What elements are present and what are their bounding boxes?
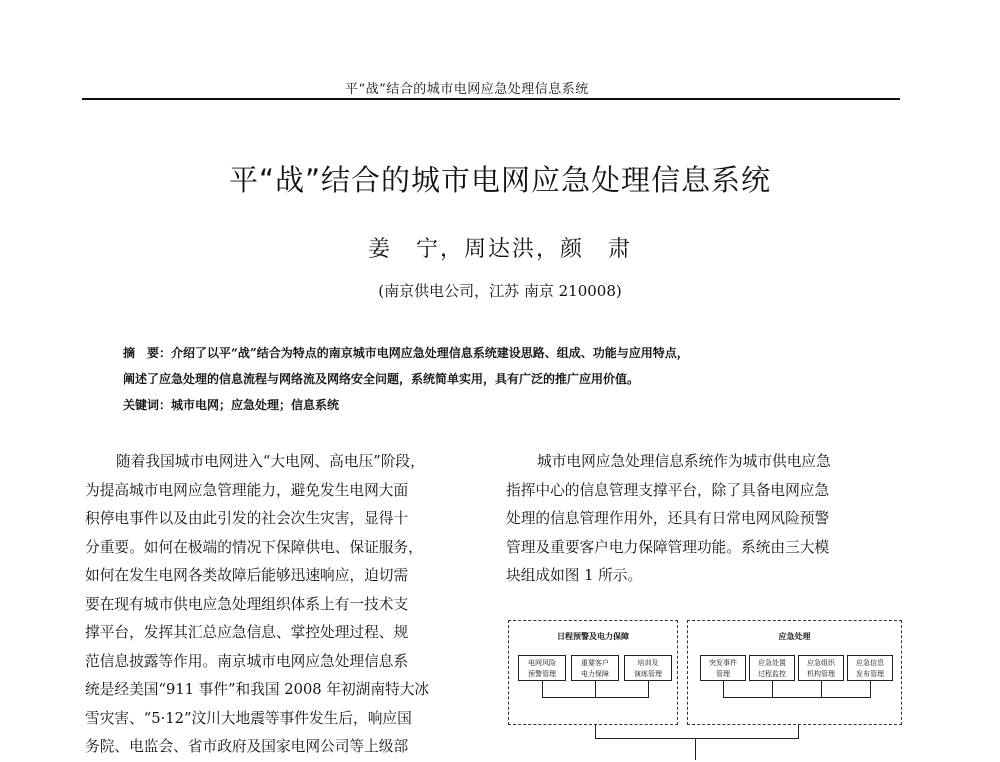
text-line: 处理的信息管理作用外，还具有日常电网风险预警: [506, 510, 830, 527]
connector-line: [772, 681, 773, 697]
text-line: 雪灾害、“5·12”汶川大地震等事件发生后，响应国: [85, 709, 412, 727]
group-daily-warning: [508, 620, 678, 725]
module-box: 突发事件 管理: [700, 655, 746, 681]
right-column: [506, 448, 906, 591]
connector-line: [542, 681, 543, 697]
connector-line: [595, 738, 799, 739]
abstract-line: 阐述了应急处理的信息流程与网络流及网络安全问题，系统简单实用，具有广泛的推广应用价值。: [123, 372, 640, 386]
connector-line: [595, 681, 596, 697]
group-title: 日程预警及电力保障: [557, 632, 629, 641]
group-emergency-handling: [687, 620, 902, 725]
text-line: 撑平台，发挥其汇总应急信息、掌控处理过程、规: [85, 624, 409, 641]
authors: 姜 宁，周达洪，颜 肃: [367, 237, 632, 262]
paper-title: 平“战”结合的城市电网应急处理信息系统: [228, 163, 772, 197]
connector-line: [542, 697, 649, 698]
affiliation: (南京供电公司，江苏 南京 210008): [378, 282, 622, 300]
module-box: 应急组织 机构管理: [798, 655, 844, 681]
connector-line: [821, 681, 822, 697]
connector-line: [723, 681, 724, 697]
running-head: 平“战”结合的城市电网应急处理信息系统: [345, 82, 589, 97]
connector-line: [798, 724, 799, 738]
connector-line: [595, 724, 596, 738]
text-line: 指挥中心的信息管理支撑平台，除了具备电网应急: [506, 481, 830, 499]
text-line: 务院、电监会、省市政府及国家电网公司等上级部: [85, 738, 409, 755]
left-column: [85, 448, 475, 762]
connector-line: [723, 697, 871, 698]
module-box: 培训及 演练管理: [624, 655, 672, 681]
text-line: 为提高城市电网应急管理能力，避免发生电网大面: [85, 481, 409, 499]
text-line: 管理及重要客户电力保障管理功能。系统由三大模: [506, 538, 830, 556]
text-line: 要在现有城市供电应急处理组织体系上有一技术支: [85, 595, 409, 613]
group-title: 应急处理: [778, 632, 811, 641]
header-rule: [82, 98, 900, 100]
keywords: 关键词：城市电网；应急处理；信息系统: [123, 398, 340, 412]
text-line: 分重要。如何在极端的情况下保障供电、保证服务，: [85, 538, 423, 556]
module-box: 应急信息 发布管理: [847, 655, 893, 681]
abstract: [123, 340, 883, 418]
connector-line: [870, 681, 871, 697]
text-line: 如何在发生电网各类故障后能够迅速响应，迫切需: [85, 567, 409, 584]
text-line: 城市电网应急处理信息系统作为城市供电应急: [537, 453, 831, 470]
text-line: 积停电事件以及由此引发的社会次生灾害，显得十: [85, 510, 409, 527]
figure-1-diagram: [505, 620, 905, 760]
text-line: 块组成如图 1 所示。: [506, 567, 643, 584]
abstract-line: 摘 要：介绍了以平“战”结合为特点的南京城市电网应急处理信息系统建设思路、组成、功能与应用特点，: [123, 346, 689, 360]
connector-line: [695, 738, 696, 760]
module-box: 应急处置 过程监控: [749, 655, 795, 681]
connector-line: [648, 681, 649, 697]
text-line: 随着我国城市电网进入“大电网、高电压”阶段，: [116, 453, 425, 470]
text-line: 范信息披露等作用。南京城市电网应急处理信息系: [85, 652, 409, 670]
text-line: 统是经美国“911 事件”和我国 2008 年初湖南特大冰: [85, 681, 430, 698]
module-box: 电网风险 预警管理: [518, 655, 566, 681]
module-box: 重要客户 电力保障: [571, 655, 619, 681]
